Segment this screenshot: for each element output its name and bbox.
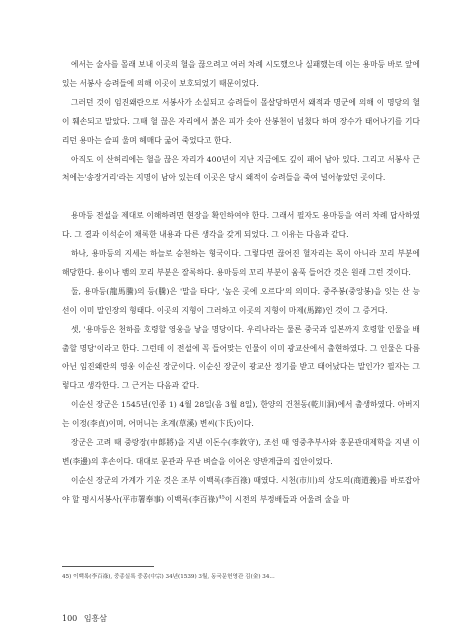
body-text <box>62 56 420 510</box>
paragraph-10 <box>62 472 420 510</box>
footnote-divider <box>62 566 154 567</box>
running-title: 임흥삼 <box>83 614 108 623</box>
paragraph-3: 아직도 이 산허리에는 혈을 끊은 자리가 400년이 지난 지금에도 깊이 패어 남아 있다. 그리고 서봉사 근처에는'송장거리'라는 지명이 남아 있는데 이곳은 당시 왜적이 승려들을 죽여 널어놓았던 곳이다. <box>62 154 420 183</box>
paragraph-10-continuation: 이 시전의 부정배들과 어울려 술을 마 <box>224 494 350 504</box>
footnote-marker[interactable]: 45 <box>218 494 225 501</box>
paragraph-1: 에서는 술사를 몰래 보내 이곳의 혈을 끊으려고 여러 차례 시도했으나 실패했는데 이는 용마등 바로 앞에 있는 서봉사 승려들에 의해 이곳이 보호되었기 때문이었다. <box>62 60 420 88</box>
paragraph-4: 용마등 전설을 제대로 이해하려면 현장을 확인하여야 한다. 그래서 필자도 용마등을 여러 차례 답사하였다. 그 결과 이석순이 채록한 내용과 다른 생각을 갖게 되었다. 그 이유는 다음과 같다. <box>62 211 420 240</box>
page-number: 100 <box>62 614 78 623</box>
footnote: 45) 이백록(李百祿), 중종실록 중종(中宗) 34년(1539) 3월, 동국문헌영관 김(金) 34... <box>62 574 275 580</box>
paragraph-10-text: 이순신 장군의 가계가 기운 것은 조부 이백록(李百祿) 때였다. 시천(市川)의 상도의(商道義)를 바로잡아야 할 평시서봉사(平市署奉事) 이백록(李百祿) <box>62 475 420 504</box>
paragraph-7: 셋, '용마등은 천하를 호령할 영웅을 낳을 명당이다. 우리나라는 물론 중국과 일본까지 호령할 인물을 배출할 명당'이라고 한다. 그런데 이 전설에 꼭 들어맞는 인물이 이미 광교산에서 출현하였다. 그 인물은 다름 아닌 임진왜란의 영웅 이순신 장군이다. 이순신 장군이 광교산 정기를 받고 태어났다는 말인가? 필자는 그렇다고 생각한다. 그 근거는 다음과 같다. <box>62 324 420 391</box>
page-footer <box>62 613 107 624</box>
paragraph-8: 이순신 장군은 1545년(인종 1) 4월 28일(음 3월 8일), 한양의 건천동(乾川洞)에서 출생하였다. 아버지는 이정(李貞)이며, 어머니는 초계(草溪) 변씨(卞氏)이다. <box>62 400 420 429</box>
paragraph-6: 둘, 용마등(龍馬騰)의 등(騰)은 '말을 타다', '높은 곳에 오르다'의 의미다. 중주봉(중앙봉)을 잇는 산 능선이 이미 말인장의 형태다. 이곳의 지형이 그러하고 이곳의 지형이 마제(馬蹄)인 것이 그 증거다. <box>62 286 420 315</box>
paragraph-5: 하나, 용마등의 지세는 하늘로 승천하는 형국이다. 그렇다면 끊어진 혈자리는 목이 아니라 꼬리 부분에 해당한다. 용이나 뱀의 꼬리 부분은 잘록하다. 용마등의 꼬리 부분이 움푹 들어간 것은 원래 그런 것이다. <box>62 249 420 277</box>
paragraph-9: 장군은 고려 때 중랑장(中郞將)을 지낸 이돈수(李敦守), 조선 때 영중추부사와 홍문관대제학을 지낸 이변(李邊)의 후손이다. 대대로 문관과 무관 벼슬을 이어온 양반계급의 집안이었다. <box>62 438 420 467</box>
paragraph-2: 그러던 것이 임진왜란으로 서봉사가 소실되고 승려들이 몰살당하면서 왜적과 명군에 의해 이 명당의 혈이 훼손되고 말았다. 그때 혈 끊은 자리에서 붉은 피가 솟아 산봉천이 넘쳤다 하며 장수가 태어나기를 기다리던 용마는 슬피 울며 헤매다 굶어 죽었다고 한다. <box>62 97 420 145</box>
